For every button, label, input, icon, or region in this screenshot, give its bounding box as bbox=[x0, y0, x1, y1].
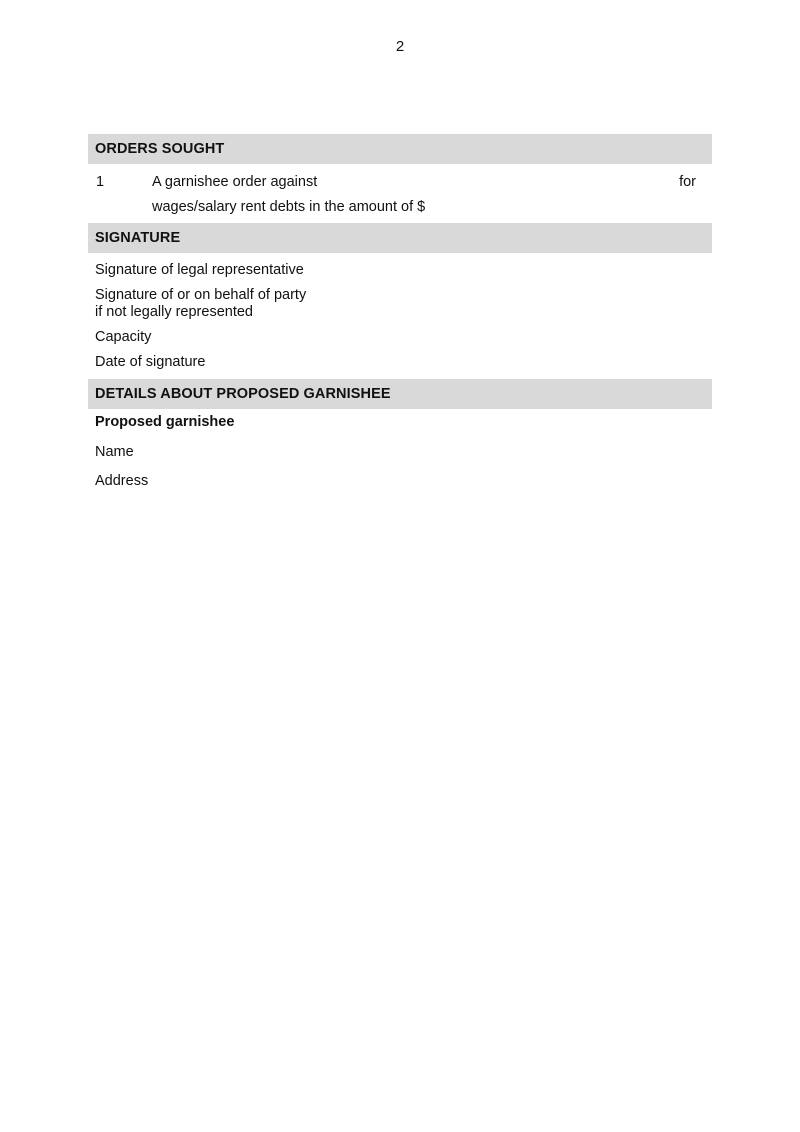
garnishee-address-label: Address bbox=[95, 473, 149, 489]
order-item-text-line1: A garnishee order against bbox=[152, 174, 318, 190]
garnishee-name-label: Name bbox=[95, 444, 134, 460]
order-item-text-for: for bbox=[679, 174, 696, 190]
signature-heading: SIGNATURE bbox=[88, 223, 712, 253]
order-item-text-line2: wages/salary rent debts in the amount of $ bbox=[152, 199, 426, 215]
date-of-signature-label: Date of signature bbox=[95, 354, 206, 370]
proposed-garnishee-subheading: Proposed garnishee bbox=[95, 414, 235, 430]
order-item-number: 1 bbox=[96, 174, 105, 190]
page-number: 2 bbox=[395, 38, 405, 55]
signature-section bbox=[88, 253, 712, 379]
party-signature-label-line2: if not legally represented bbox=[95, 304, 253, 320]
garnishee-details-section bbox=[88, 409, 712, 509]
orders-sought-heading: ORDERS SOUGHT bbox=[88, 134, 712, 164]
form-body bbox=[88, 134, 712, 509]
capacity-label: Capacity bbox=[95, 329, 152, 345]
order-item bbox=[88, 164, 712, 223]
party-signature-label-line1: Signature of or on behalf of party bbox=[95, 287, 307, 303]
garnishee-details-heading: DETAILS ABOUT PROPOSED GARNISHEE bbox=[88, 379, 712, 409]
legal-representative-signature-label: Signature of legal representative bbox=[95, 262, 304, 278]
